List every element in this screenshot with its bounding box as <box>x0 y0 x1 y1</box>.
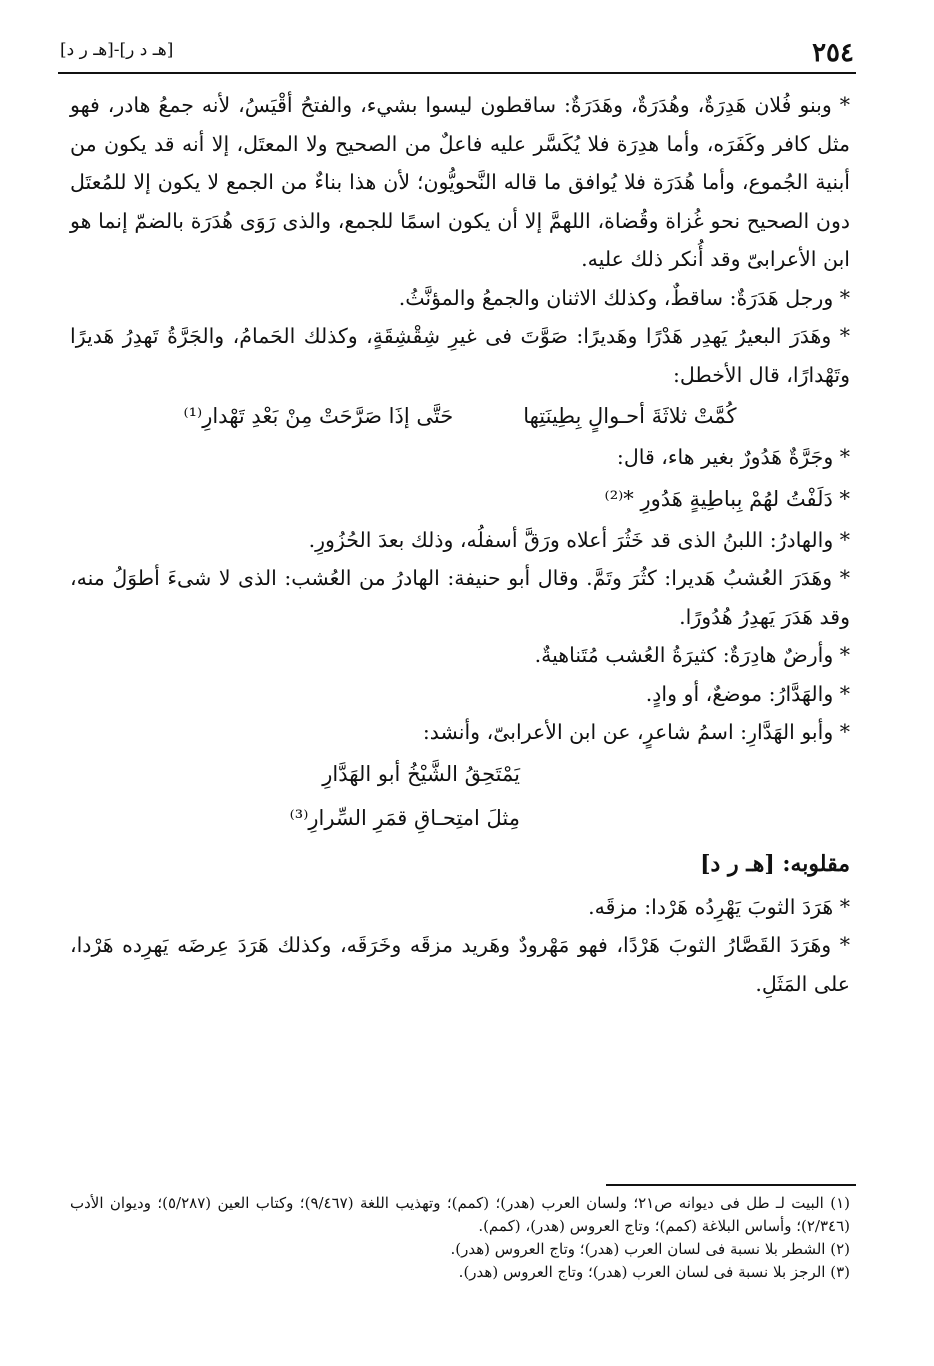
verse-first-hemistich: كُمَّتْ ثلاثَةَ أحـوالٍ بِطِينَتِها <box>523 404 737 428</box>
paragraph-jarra-hadur: * وجَرَّةٌ هَدُورٌ بغير هاء، قال: <box>616 445 850 469</box>
paragraph-hadara-man: * ورجل هَدَرَةٌ: ساقطٌ، وكذلك الاثنان والجمعُ والمؤنَّثُ. <box>398 285 850 310</box>
rajaz-line-2: مِثلَ امتِحـاقِ قمَرِ السِّرارِ⁽³⁾ <box>289 805 520 830</box>
header-rule <box>58 72 856 74</box>
paragraph-abu-haddar: * وأبو الهَدَّارِ: اسمُ شاعرٍ، عن ابن الأعرابىّ، وأنشد: <box>422 720 850 744</box>
paragraph-hadara-camel: * وهَدَرَ البعيرُ يَهدِر هَدْرًا وهَديرًا: صَوَّتَ فى غيرِ شِقْشِقَةٍ، وكذلك الحَمامُ، والجَرَّةُ تَهدِرُ هَديرًا وتَهْدارًا، قال الأخطل: <box>70 324 850 387</box>
footnote-2: (٢) الشطر بلا نسبة فى لسان العرب (هدر)؛ وتاج العروس (هدر). <box>450 1240 850 1258</box>
rajaz-line-1: يَمْتَحِقُ الشَّيْخُ أبو الهَدَّارِ <box>322 761 520 786</box>
paragraph-haddar-place: * والهَدَّارُ: موضعٌ، أو وادٍ. <box>645 681 850 706</box>
footnote-rule <box>606 1184 856 1186</box>
paragraph-hadir-milk: * والهادرُ: اللبنُ الذى قد خَثُرَ أعلاه ورَقَّ أسفلُه، وذلك بعدَ الحُزُورِ. <box>308 527 850 552</box>
paragraph-hadara-people: * وبنو فُلان هَدِرَةٌ، وهُدَرَةٌ، وهَدَرَةٌ: ساقطون ليسوا بشيء، والفتحُ أقْيَسُ، لأنه جمعُ هادر، فهو مثل كافر وكَفَرَه، وأما هدِرَة فلا يُكَسَّر عليه فاعلٌ من الصحيح ولا المعتَل، إلا أنه قد يكون من أبنية الجُموع، وأما هُدَرَة فلا يُوافق ما قاله النَّحويُّون؛ لأن هذا بناءٌ من الجمع لا يكون إلا للمُعتَل دون الصحيح نحو غُزاة وقُضاة، اللهمَّ إلا أن يكون اسمًا للجمع، والذى رَوَى هُدَرَة بالضمّ إنما هو ابن الأعرابىّ وقد أُنكر ذلك عليه. <box>70 93 850 271</box>
paragraph-ard-hadira: * وأرضٌ هادِرَةٌ: كثيرَةُ العُشب مُتَناهيةٌ. <box>534 643 850 667</box>
verse-second-hemistich: حَتَّى إذَا صَرَّحَتْ مِنْ بَعْدِ تَهْدارِ⁽¹⁾ <box>183 404 454 428</box>
root-header: [هـ د ر]-[هـ ر د] <box>60 40 174 60</box>
footnotes <box>70 1192 850 1284</box>
verse-fragment: * دَلَفْتُ لهُمْ بِباطِيةٍ هَدُورِ *⁽²⁾ <box>604 486 850 511</box>
page-number: ٢٥٤ <box>812 38 854 68</box>
paragraph-harada: * هَرَدَ الثوبَ يَهْرِدُه هَرْدا: مزقَه. <box>588 894 850 919</box>
footnote-3: (٣) الرجز بلا نسبة فى لسان العرب (هدر)؛ وتاج العروس (هدر). <box>458 1263 850 1281</box>
section-subheading: مقلوبه: [هـ ر د] <box>700 850 850 877</box>
verse-akhtal <box>70 394 850 438</box>
paragraph-hadara-grass: * وهَدَرَ العُشبُ هَديرا: كثُرَ وتَمَّ. وقال أبو حنيفة: الهادرُ من العُشب: الذى لا شىءَ أطوَلُ منه، وقد هَدَرَ يَهدِرُ هُدُورًا. <box>70 566 850 629</box>
footnote-1: (١) البيت لـ طل فى ديوانه ص٢١؛ ولسان العرب (هدر)؛ (كمم)؛ وتهذيب اللغة (٩/٤٦٧)؛ وكتاب العين (٥/٢٨٧)؛ وديوان الأدب (٢/٣٤٦)؛ وأساس البلاغة (كمم)؛ وتاج العروس (هدر)، (كمم). <box>70 1194 850 1235</box>
paragraph-harada-qassar: * وهَرَدَ القَصَّارُ الثوبَ هَرْدًا، فهو مَهْرودٌ وهَريد مزقَه وخَرَقَه، وكذلك هَرَدَ عِرضَه يَهرِده هَرْدا، على المَثَلِ. <box>70 933 850 996</box>
entry-body <box>70 86 850 1003</box>
